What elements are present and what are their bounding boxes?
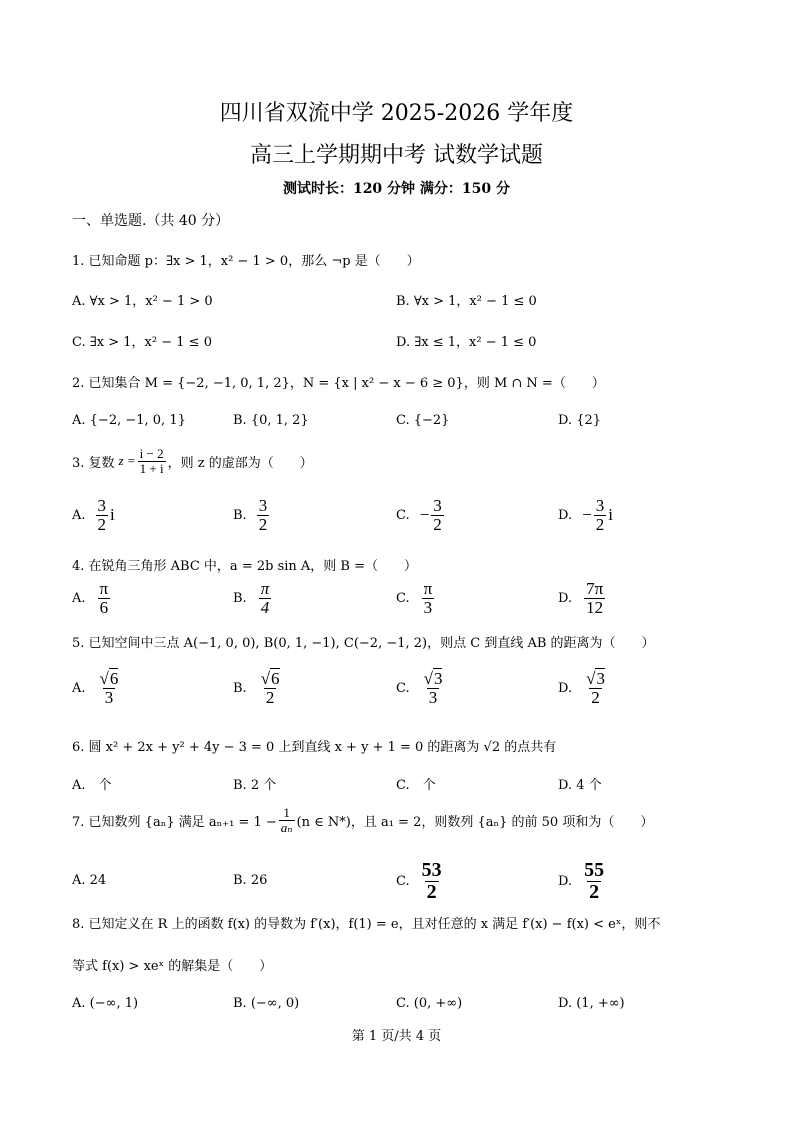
question-2-option-c: C. {−2} [396, 413, 450, 428]
question-7-stem: 7. 已知数列 {aₙ} 满足 aₙ₊₁ = 1 − $\frac{1}{\text{aₙ}}$ (n ∈ N*)，且 a₁ = 2，则数列 {aₙ} 的前 50 项和为（ ） [72, 805, 654, 835]
question-4-option-a: A. $\frac{\pi}{6}$ [72, 579, 109, 617]
question-6-stem: 6. 圆 x² + 2x + y² + 4y − 3 = 0 上到直线 x + y + 1 = 0 的距离为 √2 的点共有 [72, 740, 557, 755]
question-4-option-c: C. $\frac{\pi}{3}$ [396, 579, 433, 617]
question-2-option-b: B. {0, 1, 2} [233, 413, 309, 428]
question-6-option-a: A. 个 [72, 778, 112, 793]
question-5-option-a: A. $\frac{√6}{3}$ [72, 669, 119, 707]
question-7-option-b: B. 26 [233, 873, 268, 888]
question-5-option-b: B. $\frac{√6}{2}$ [233, 669, 280, 707]
question-5-stem: 5. 已知空间中三点 A(−1, 0, 0), B(0, 1, −1), C(−2, −1, 2)，则点 C 到直线 AB 的距离为（ ） [72, 636, 655, 651]
question-3-fraction: $\frac{i - 2}{1 + i}$ [139, 446, 164, 476]
question-3-option-a: A. $\frac{3}{2}$ i [72, 496, 115, 534]
question-2-option-d: D. {2} [558, 413, 602, 428]
question-2-option-a: A. {−2, −1, 0, 1} [72, 413, 186, 428]
exam-meta: 测试时长：120 分钟 满分：150 分 [282, 181, 511, 197]
question-6-option-d: D. 4 个 [558, 778, 602, 793]
question-3-option-b: B. $\frac{3}{2}$ [233, 496, 268, 534]
question-4-option-b: B. $\frac{\pi}{4}$ [233, 579, 270, 617]
question-6-option-b: B. 2 个 [233, 778, 277, 793]
question-7-option-c: C. $\frac{53}{2}$ [396, 859, 442, 903]
question-1-option-d: D. ∃x ≤ 1，x² − 1 ≤ 0 [396, 335, 537, 350]
question-1-option-a: A. ∀x > 1，x² − 1 > 0 [72, 294, 213, 309]
question-7-option-d: D. $\frac{55}{2}$ [558, 859, 605, 903]
exam-title-line1: 四川省双流中学 2025-2026 学年度 [219, 101, 574, 126]
question-8-stem-line2: 等式 f(x) > xeˣ 的解集是（ ） [72, 959, 273, 974]
question-3-stem: 3. 复数 z = $\frac{i - 2}{1 + i}$ ，则 z 的虚部为（ ） [72, 446, 313, 476]
question-2-stem: 2. 已知集合 M = {−2, −1, 0, 1, 2}，N = {x | x² − x − 6 ≥ 0}，则 M ∩ N =（ ） [72, 376, 605, 391]
question-8-stem-line1: 8. 已知定义在 R 上的函数 f(x) 的导数为 f′(x)，f(1) = e，且对任意的 x 满足 f′(x) − f(x) < eˣ，则不 [72, 917, 661, 932]
question-1-option-b: B. ∀x > 1，x² − 1 ≤ 0 [396, 294, 537, 309]
page-footer: 第 1 页/共 4 页 [351, 1029, 442, 1044]
question-3-option-d: D. − $\frac{3}{2}$ i [558, 496, 613, 534]
question-8-option-d: D. (1, +∞) [558, 996, 625, 1011]
question-1-option-c: C. ∃x > 1，x² − 1 ≤ 0 [72, 335, 212, 350]
question-5-option-c: C. $\frac{√3}{3}$ [396, 669, 443, 707]
question-8-option-c: C. (0, +∞) [396, 996, 463, 1011]
question-1-stem: 1. 已知命题 p：∃x > 1，x² − 1 > 0，那么 ¬p 是（ ） [72, 254, 420, 269]
question-4-stem: 4. 在锐角三角形 ABC 中，a = 2b sin A，则 B =（ ） [72, 559, 417, 574]
question-8-option-b: B. (−∞, 0) [233, 996, 300, 1011]
question-7-fraction: $\frac{1}{\text{aₙ}}$ [280, 805, 293, 835]
question-3-option-c: C. − $\frac{3}{2}$ [396, 496, 442, 534]
question-5-option-d: D. $\frac{√3}{2}$ [558, 669, 605, 707]
exam-title-line2: 高三上学期期中考 试数学试题 [250, 143, 543, 168]
question-8-option-a: A. (−∞, 1) [72, 996, 139, 1011]
section-heading: 一、单选题.（共 40 分） [72, 213, 230, 229]
question-4-option-d: D. $\frac{7\pi}{12}$ [558, 579, 604, 617]
question-7-option-a: A. 24 [72, 873, 107, 888]
question-6-option-c: C. 个 [396, 778, 436, 793]
